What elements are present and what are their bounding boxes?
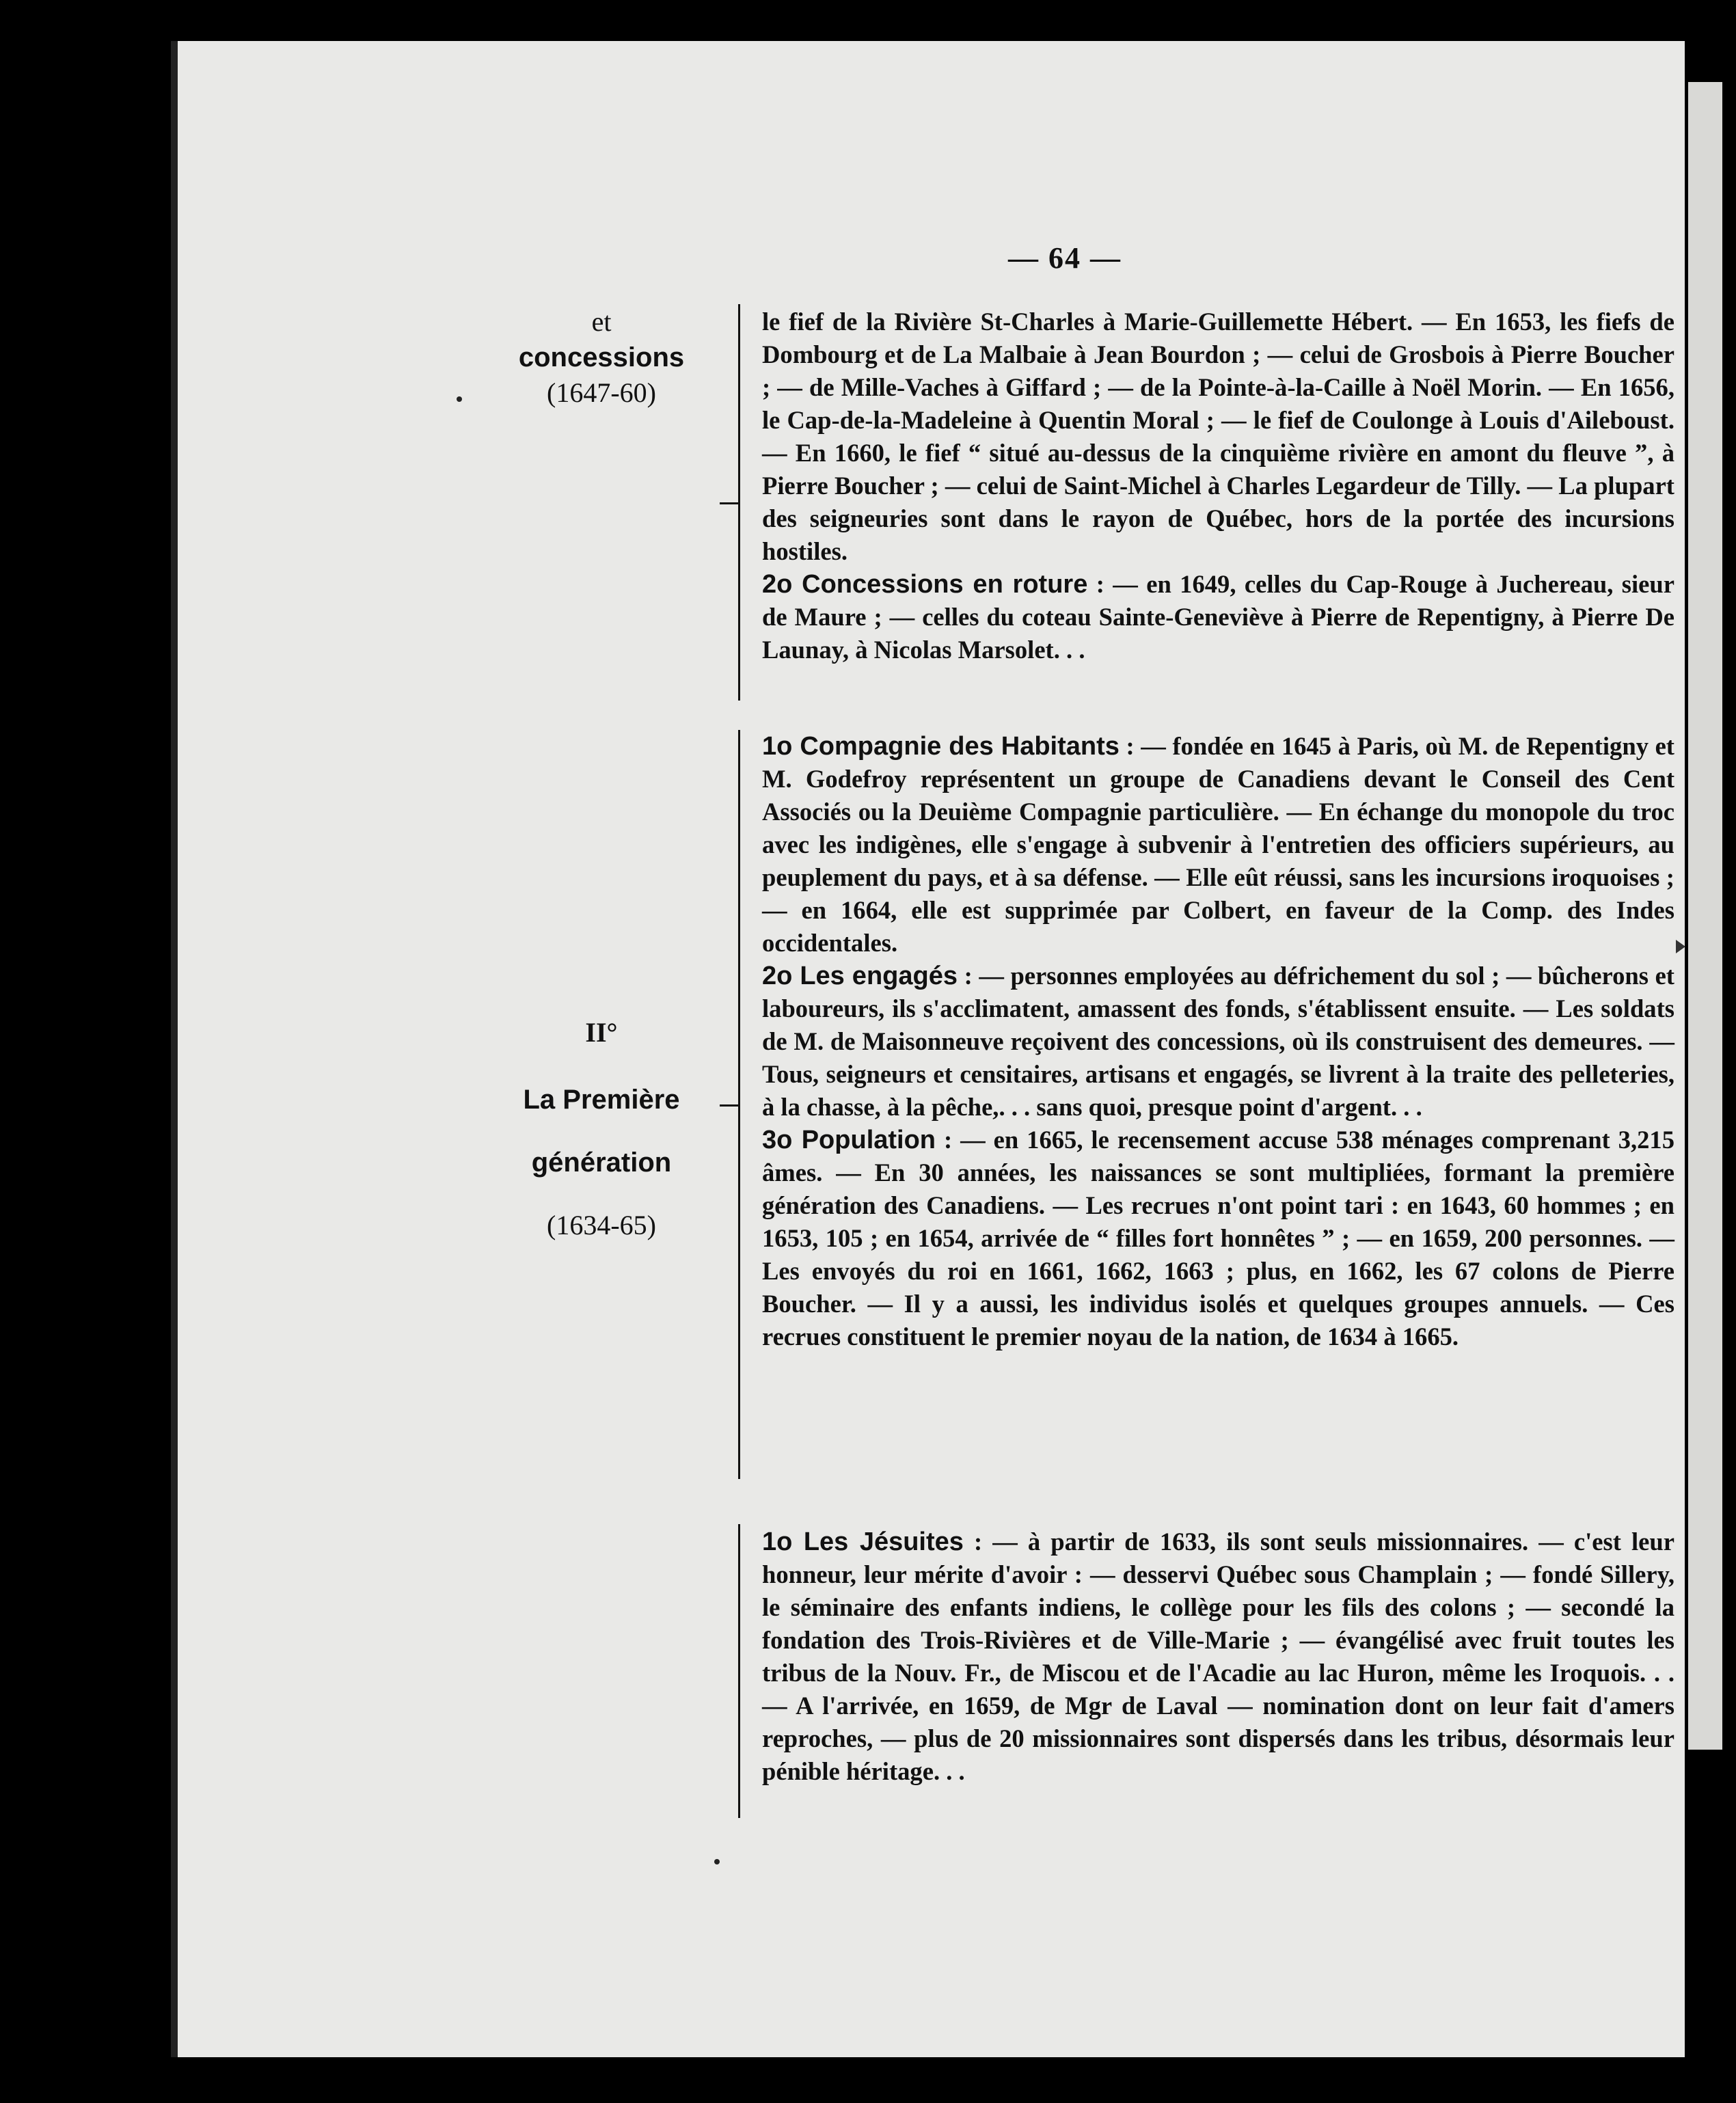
margin-note-numeral: II°: [585, 1017, 618, 1048]
speck-dot: [457, 396, 462, 402]
list-item: [762, 730, 1674, 960]
text-block-jesuites: [762, 1525, 1674, 1788]
text-block-fiefs: [762, 306, 1674, 666]
brace: [738, 1524, 759, 1818]
item-heading: 1o Les Jésuites: [762, 1528, 964, 1556]
speck-dot: [714, 1859, 720, 1864]
list-item: [762, 1525, 1674, 1788]
margin-note-title: concessions: [518, 342, 685, 372]
item-text: : — fondée en 1645 à Paris, où M. de Repentigny et M. Godefroy représentent un groupe de Canadiens devant le Conseil des Cent Associés ou la Deuième Compagnie particulière. — En échange du monopole du troc avec les indigènes, elle s'engage à subvenir à l'entretien des officiers supérieurs, au peuplement du pays, et à sa défense. — Elle eût réussi, sans les incursions iroquoises ; — en 1664, elle est supprimée par Colbert, en faveur de la Comp. des Indes occidentales.: [762, 732, 1674, 957]
margin-note-concessions: [451, 304, 752, 411]
item-text: : — en 1649, celles du Cap-Rouge à Juchereau, sieur de Maure ; — celles du coteau Sainte-Geneviève à Pierre de Repentigny, à Pierre De Launay, à Nicolas Marsolet. . .: [762, 570, 1674, 664]
list-item: [762, 568, 1674, 666]
item-heading: 1o Compagnie des Habitants: [762, 732, 1120, 761]
paragraph: le fief de la Rivière St-Charles à Marie-Guillemette Hébert. — En 1653, les fiefs de Dombourg et de La Malbaie à Jean Bourdon ; — celui de Grosbois à Pierre Boucher ; — de Mille-Vaches à Giffard ; — de la Pointe-à-la-Caille à Noël Morin. — En 1656, le Cap-de-la-Madeleine à Quentin Moral ; — le fief de Coulonge à Louis d'Aileboust. — En 1660, le fief “ situé au-dessus de la cinquième rivière en amont du fleuve ”, à Pierre Boucher ; — celui de Saint-Michel à Charles Legardeur de Tilly. — La plupart des seigneuries sont dans le rayon de Québec, hors de la portée des incursions hostiles.: [762, 308, 1674, 565]
list-item: [762, 1124, 1674, 1353]
item-text: : — à partir de 1633, ils sont seuls missionnaires. — c'est leur honneur, leur mérite d'avoir : — desservi Québec sous Champlain ; — fondé Sillery, le séminaire des enfants indiens, le collège pour les fils des colons ; — secondé la fondation des Trois-Rivières et de Ville-Marie ; — évangélisé avec fruit toutes les tribus de la Nouv. Fr., de Miscou et de l'Acadie au lac Huron, même les Iroquois. . . — A l'arrivée, en 1659, de Mgr de Laval — nomination dont on leur fait d'amers reproches, — plus de 20 missionnaires sont dispersés dans les tribus, désormais leur pénible héritage. . .: [762, 1528, 1674, 1785]
margin-note-dates: (1647-60): [547, 377, 656, 408]
margin-note-premiere-generation: [451, 1015, 752, 1243]
page-number: — 64 —: [1008, 241, 1122, 275]
item-heading: 2o Concessions en roture: [762, 570, 1088, 599]
brace-tip: [720, 502, 739, 504]
item-heading: 3o Population: [762, 1126, 936, 1154]
page-spine-edge: [171, 41, 178, 2057]
brace-tip: [720, 1104, 739, 1107]
page-edge-arrow: [1676, 940, 1685, 953]
brace: [738, 730, 759, 1479]
item-heading: 2o Les engagés: [762, 962, 958, 990]
list-item: [762, 960, 1674, 1124]
margin-note-title: La Première: [523, 1085, 680, 1115]
margin-note-dates: (1634-65): [547, 1210, 656, 1240]
text-block-premiere-generation: [762, 730, 1674, 1353]
brace: [738, 304, 759, 701]
next-page-edge: [1688, 82, 1722, 1750]
margin-note-title: génération: [531, 1148, 672, 1178]
item-text: : — en 1665, le recensement accuse 538 ménages comprenant 3,215 âmes. — En 30 années, les naissances se sont multipliées, formant la première génération des Canadiens. — Les recrues n'ont point tari : en 1643, 60 hommes ; en 1653, 105 ; en 1654, arrivée de “ filles fort honnêtes ” ; — en 1659, 200 personnes. — Les envoyés du roi en 1661, 1662, 1663 ; plus, en 1662, les 67 colons de Pierre Boucher. — Il y a aussi, les individus isolés et quelques groupes annuels. — Ces recrues constituent le premier noyau de la nation, de 1634 à 1665.: [762, 1126, 1674, 1351]
margin-note-line: et: [591, 306, 612, 337]
item-text: : — personnes employées au défrichement du sol ; — bûcherons et laboureurs, ils s'acclimatent, amassent des fonds, s'établissent ensuite. — Les soldats de M. de Maisonneuve reçoivent des concessions, où ils construisent des demeures. — Tous, seigneurs et censitaires, artisans et engagés, se livrent à la traite des pelleteries, à la chasse, à la pêche,. . . sans quoi, presque point d'argent. . .: [762, 962, 1674, 1121]
